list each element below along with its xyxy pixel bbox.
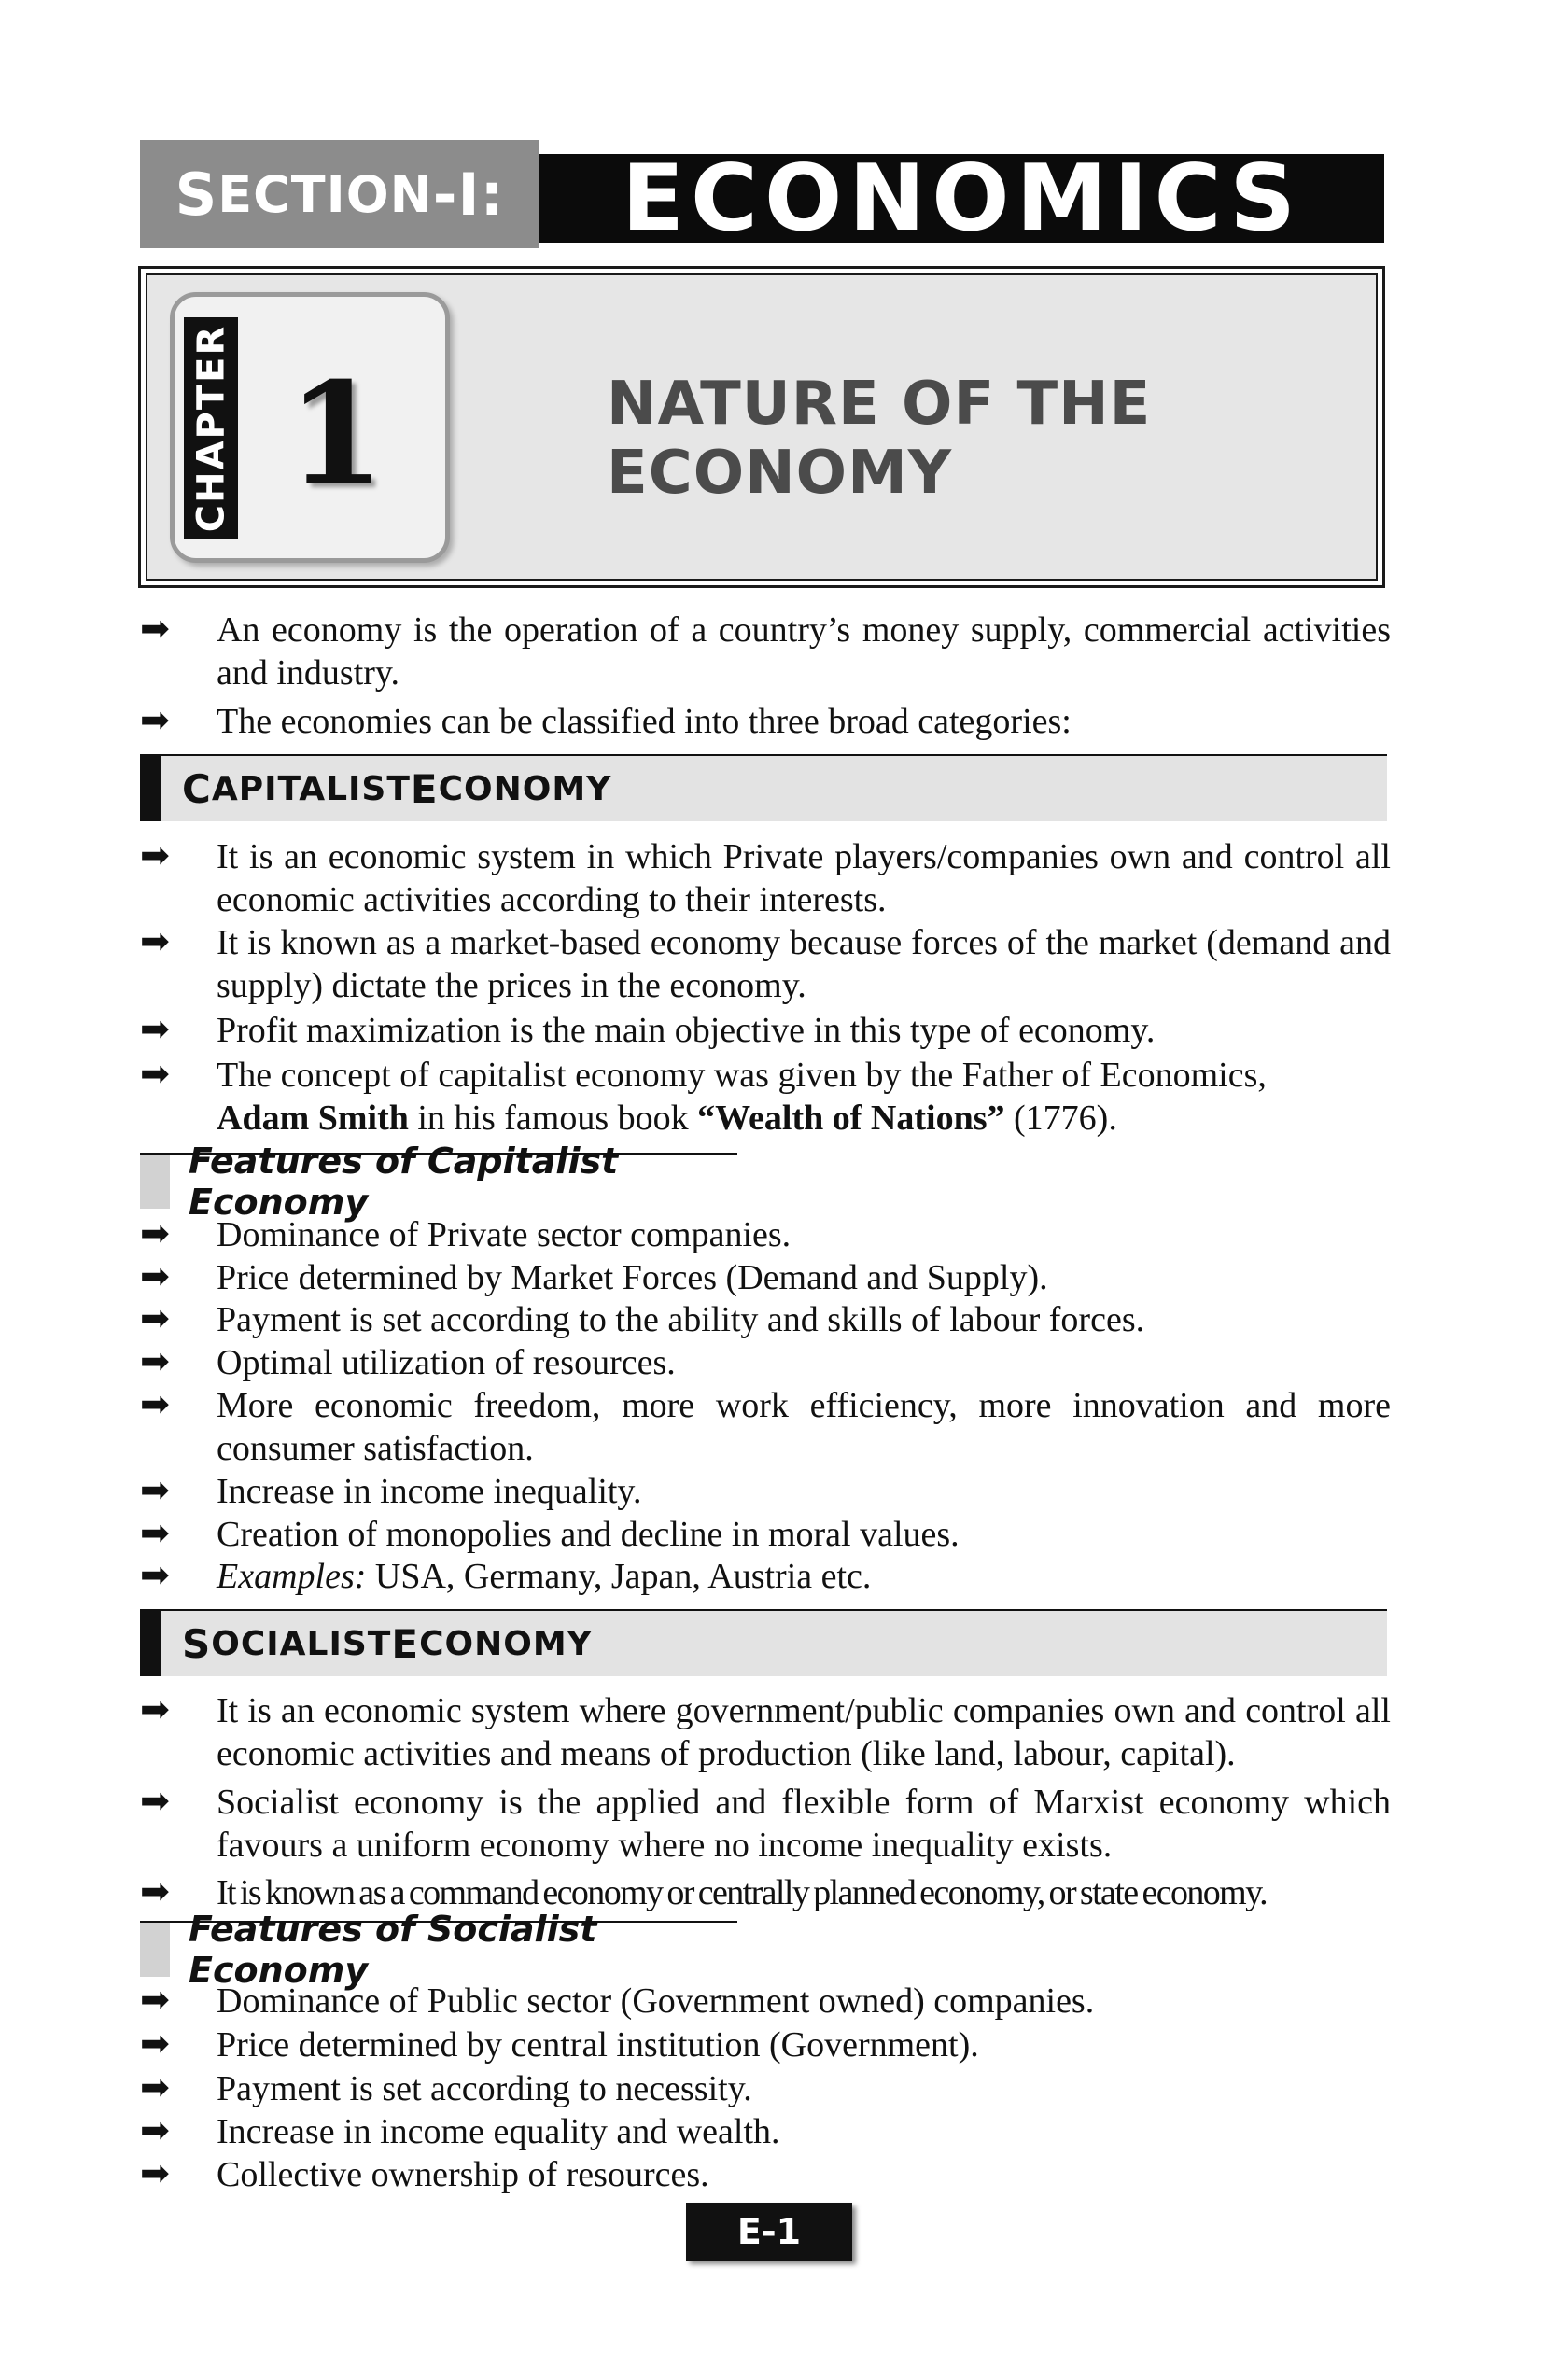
arrow-bullet-icon: ➡: [140, 920, 170, 961]
arrow-bullet-icon: ➡: [140, 1870, 170, 1911]
socialist-feature-2: ➡ Price determined by central institution (Government).: [140, 2023, 979, 2065]
capitalist-examples: ➡ Examples: USA, Germany, Japan, Austria etc.: [140, 1554, 872, 1596]
intro-point-2: ➡ The economies can be classified into three broad categories:: [140, 699, 1072, 741]
capitalist-feature-2: ➡ Price determined by Market Forces (Demand and Supply).: [140, 1255, 1048, 1297]
intro-point-1: ➡ An economy is the operation of a country’s money supply, commercial activities and industry.: [140, 608, 1391, 693]
socialist-feature-1: ➡ Dominance of Public sector (Government owned) companies.: [140, 1979, 1095, 2021]
heading-accent-bar: [140, 756, 161, 821]
section-label-rest: ECTION: [217, 164, 433, 224]
socialist-feature-3: ➡ Payment is set according to necessity.: [140, 2066, 752, 2108]
subject-title: ECONOMICS: [622, 145, 1302, 252]
arrow-bullet-icon: ➡: [140, 2152, 170, 2193]
arrow-bullet-icon: ➡: [140, 1469, 170, 1510]
capitalist-feature-1: ➡ Dominance of Private sector companies.: [140, 1212, 792, 1254]
wealth-of-nations: “Wealth of Nations”: [697, 1099, 1005, 1138]
page-number: E-1: [736, 2211, 802, 2252]
arrow-bullet-icon: ➡: [140, 1340, 170, 1381]
arrow-bullet-icon: ➡: [140, 2109, 170, 2150]
socialist-feature-5: ➡ Collective ownership of resources.: [140, 2152, 709, 2194]
capitalist-point-3: ➡ Profit maximization is the main objective in this type of economy.: [140, 1008, 1156, 1050]
arrow-bullet-icon: ➡: [140, 834, 170, 875]
arrow-bullet-icon: ➡: [140, 1688, 170, 1729]
arrow-bullet-icon: ➡: [140, 1383, 170, 1424]
arrow-bullet-icon: ➡: [140, 699, 170, 740]
arrow-bullet-icon: ➡: [140, 1512, 170, 1553]
capitalist-economy-heading: C APITALIST E CONOMY: [140, 754, 1387, 821]
arrow-bullet-icon: ➡: [140, 1780, 170, 1821]
arrow-bullet-icon: ➡: [140, 1255, 170, 1296]
capitalist-feature-7: ➡ Creation of monopolies and decline in moral values.: [140, 1512, 960, 1554]
capitalist-feature-3: ➡ Payment is set according to the ability and skills of labour forces.: [140, 1297, 1145, 1339]
socialist-point-1: ➡ It is an economic system where government/public companies own and control all economic activities and means of production (like land, labour, capital).: [140, 1688, 1391, 1773]
socialist-economy-heading: S OCIALIST E CONOMY: [140, 1609, 1387, 1676]
capitalist-point-1: ➡ It is an economic system in which Private players/companies own and control all economic activities according to their interests.: [140, 834, 1391, 919]
arrow-bullet-icon: ➡: [140, 1212, 170, 1253]
chapter-label: [184, 317, 238, 539]
capitalist-feature-4: ➡ Optimal utilization of resources.: [140, 1340, 676, 1382]
heading-accent-bar: [140, 1611, 161, 1676]
section-number: -I:: [432, 160, 505, 229]
chapter-number: 1: [287, 352, 385, 516]
section-label-initial: S: [175, 160, 218, 229]
capitalist-point-4: ➡ The concept of capitalist economy was given by the Father of Economics, Adam Smith in his famous book “Wealth of Nations” (1776).: [140, 1053, 1267, 1138]
arrow-bullet-icon: ➡: [140, 1297, 170, 1338]
socialist-point-3: ➡ It is known as a command economy or centrally planned economy, or state economy.: [140, 1870, 1267, 1912]
arrow-bullet-icon: ➡: [140, 608, 170, 649]
section-label: [140, 140, 539, 248]
arrow-bullet-icon: ➡: [140, 1554, 170, 1595]
chapter-title: NATURE OF THE ECONOMY: [607, 370, 1152, 508]
arrow-bullet-icon: ➡: [140, 2023, 170, 2064]
capitalist-feature-5: ➡ More economic freedom, more work efficiency, more innovation and more consumer satisfaction.: [140, 1383, 1391, 1468]
arrow-bullet-icon: ➡: [140, 1053, 170, 1094]
arrow-bullet-icon: ➡: [140, 1008, 170, 1049]
capitalist-feature-6: ➡ Increase in income inequality.: [140, 1469, 642, 1511]
socialist-features-heading: Features of Socialist Economy: [140, 1921, 737, 1977]
capitalist-point-2: ➡ It is known as a market-based economy because forces of the market (demand and supply) dictate the prices in the economy.: [140, 920, 1391, 1005]
arrow-bullet-icon: ➡: [140, 2066, 170, 2107]
socialist-point-2: ➡ Socialist economy is the applied and flexible form of Marxist economy which favours a uniform economy where no income inequality exists.: [140, 1780, 1391, 1865]
arrow-bullet-icon: ➡: [140, 1979, 170, 2020]
adam-smith: Adam Smith: [217, 1099, 409, 1138]
capitalist-features-heading: Features of Capitalist Economy: [140, 1153, 737, 1209]
chapter-label-text: CHAPTER: [189, 324, 233, 533]
socialist-feature-4: ➡ Increase in income equality and wealth.: [140, 2109, 780, 2151]
